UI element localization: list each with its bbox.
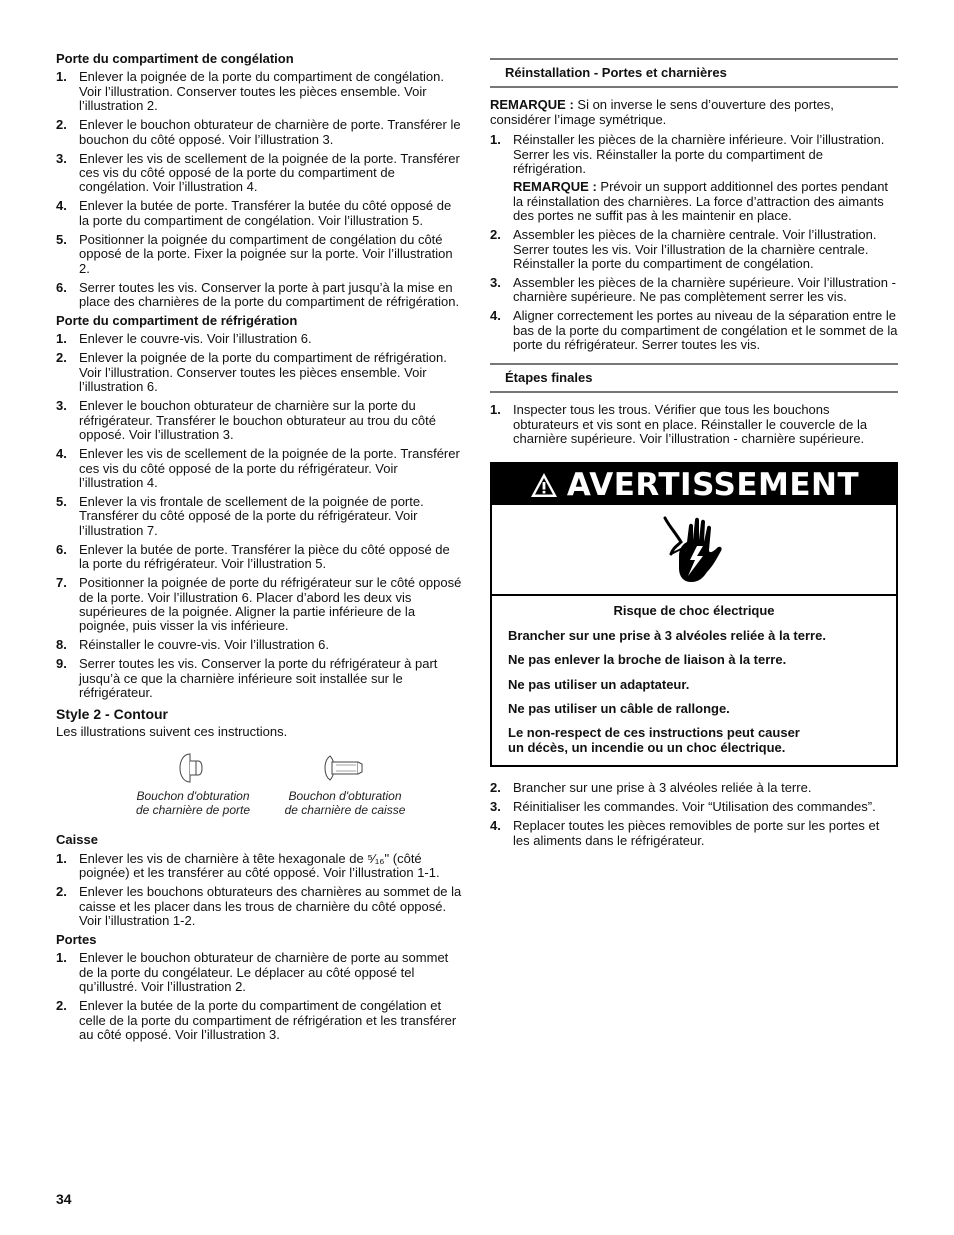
list-item: 9. Serrer toutes les vis. Conserver la porte du réfrigérateur à part jusqu’à ce que la charnière inférieure soit installée sur le réfrigérateur. (56, 656, 438, 701)
list-item: 2. Enlever la poignée de la porte du compartiment de réfrigération. Voir l’illustration. Conserver toutes les pièces ensemble. Voir l’illustration 6. (56, 350, 447, 395)
list-item: 4. Aligner correctement les portes au niveau de la séparation entre le bas de la porte du compartiment de congélation et le sommet de la porte du réfrigérateur. Serrer toutes les vis. (490, 308, 898, 353)
plug-illustrations (56, 751, 462, 817)
style2-intro: Les illustrations suivent ces instructions. (56, 723, 288, 739)
list-item: 5. Enlever la vis frontale de scellement de la poignée de porte. Transférer du côté opposé de la porte du réfrigérateur. Voir l’illustration 7. (56, 493, 424, 538)
warning-triangle-icon (529, 471, 559, 499)
list-item: 2. Enlever la butée de la porte du compartiment de congélation et celle de la porte du compartiment de réfrigération et les transférer au côté opposé. Voir l’illustration 3. (56, 998, 457, 1043)
fridge-door-steps (56, 332, 462, 700)
style2-heading: Style 2 - Contour (56, 705, 169, 722)
list-item: 6. Enlever la butée de porte. Transférer la pièce du côté opposé de la porte du réfrigérateur. Voir l’illustration 5. (56, 541, 450, 572)
cabinet-heading: Caisse (56, 832, 98, 848)
cabinet-hinge-plug-figure: Bouchon d'obturation de charnière de caisse (270, 751, 420, 817)
warning-line: Brancher sur une prise à 3 alvéoles reliée à la terre. (508, 627, 826, 643)
list-item: 3. Réinitialiser les commandes. Voir “Utilisation des commandes”. (490, 799, 876, 815)
door-hinge-plug-figure: Bouchon d'obturation de charnière de porte (118, 751, 268, 817)
warning-box (490, 462, 898, 767)
warning-hazard-heading: Risque de choc électrique (613, 603, 775, 619)
electric-shock-hand-icon (659, 512, 729, 588)
right-column (490, 58, 898, 853)
warning-line: Ne pas utiliser un adaptateur. (508, 676, 690, 692)
fridge-door-heading: Porte du compartiment de réfrigération (56, 313, 298, 329)
page-number: 34 (56, 1191, 72, 1207)
list-item: 1. Inspecter tous les trous. Vérifier que tous les bouchons obturateurs et vis sont en place. Réinstaller le couvercle de la charnière supérieure. Voir l’illustration - charnière supérieure. (490, 402, 868, 446)
final-steps-heading: Étapes finales (490, 363, 898, 393)
final-steps-a (490, 403, 898, 446)
list-item: 4. Enlever les vis de scellement de la poignée de la porte. Transférer ces vis du côté opposé de la porte du réfrigérateur. Voir l’illustration 4. (56, 446, 460, 490)
list-item: 2. Enlever le bouchon obturateur de charnière de porte. Transférer le bouchon du côté opposé. Voir l’illustration 3. (56, 117, 461, 147)
list-item: 5. Positionner la poignée du compartiment de congélation du côté opposé de la porte. Fixer la poignée sur la porte. Voir l’illustration 2. (56, 231, 453, 276)
list-item: 1. Enlever les vis de charnière à tête hexagonale de ⁵⁄₁₆" (côté poignée) et les transférer au côté opposé. Voir l’illustration 1-1. (56, 850, 440, 881)
door-support-note: REMARQUE : Prévoir un support additionnel des portes pendant la réinstallation des charnières. La force d’attraction des aimants des portes ne suffit pas à les maintenir en place. (513, 179, 889, 224)
left-column (56, 52, 462, 1047)
warning-header (492, 464, 896, 505)
list-item: 4. Replacer toutes les pièces removibles de porte sur les portes et les aliments dans le réfrigérateur. (490, 818, 880, 848)
warning-line: Ne pas enlever la broche de liaison à la terre. (508, 652, 787, 668)
cabinet-steps (56, 852, 462, 929)
list-item: 3. Assembler les pièces de la charnière supérieure. Voir l’illustration - charnière supérieure. Ne pas complètement serrer les vis. (490, 275, 896, 305)
door-hinge-plug-icon (176, 751, 210, 785)
list-item: 2. Brancher sur une prise à 3 alvéoles reliée à la terre. (490, 780, 812, 796)
list-item: 8. Réinstaller le couvre-vis. Voir l’illustration 6. (56, 637, 329, 653)
doors-heading: Portes (56, 932, 97, 947)
list-item: 1. Enlever le couvre-vis. Voir l’illustration 6. (56, 331, 312, 347)
list-item: 2. Assembler les pièces de la charnière centrale. Voir l’illustration. Serrer toutes les vis. Voir l’illustration de la charnière centrale. Réinstaller la porte du compartiment de congélation. (490, 227, 877, 272)
list-item: 3. Enlever les vis de scellement de la poignée de la porte. Transférer ces vis du côté opposé de la porte du compartiment de congélation. Voir l’illustration 4. (56, 150, 460, 195)
final-steps-b (490, 781, 898, 848)
doors-steps (56, 951, 462, 1042)
reinstall-steps (490, 133, 898, 352)
reinstall-heading: Réinstallation - Portes et charnières (490, 58, 898, 88)
list-item: 7. Positionner la poignée de porte du réfrigérateur sur le côté opposé de la porte. Voir l’illustration 6. Placer d’abord les deux vis supérieures de la poignée. Aligner la partie inférieure de la poignée, puis visser la vis inférieure. (56, 575, 462, 634)
cabinet-hinge-plug-icon (322, 751, 368, 785)
freezer-door-heading: Porte du compartiment de congélation (56, 51, 294, 66)
list-item: 4. Enlever la butée de porte. Transférer la butée du côté opposé de la porte du compartiment de congélation. Voir l’illustration 5. (56, 198, 452, 228)
warning-body (492, 596, 896, 765)
freezer-door-steps (56, 70, 462, 309)
warning-consequence: Le non-respect de ces instructions peut causer un décès, un incendie ou un choc électrique. (508, 725, 800, 755)
list-item: 6. Serrer toutes les vis. Conserver la porte à part jusqu’à la mise en place des charnières de la porte du compartiment de réfrigération. (56, 279, 460, 310)
warning-pictogram (492, 505, 896, 596)
warning-title: AVERTISSEMENT (566, 466, 860, 503)
list-item: 1. Réinstaller les pièces de la charnière inférieure. Voir l’illustration. Serrer les vis. Réinstaller la porte du compartiment de réfrigération. REMARQUE : Prévoir un support additionnel des portes pendant la réinstallation des charnières. La force d’attraction des aimants des portes ne suffit pas à les maintenir en place. (490, 133, 898, 223)
list-item: 3. Enlever le bouchon obturateur de charnière sur la porte du réfrigérateur. Transférer le bouchon obturateur au trou du côté opposé. Voir l’illustration 3. (56, 398, 436, 443)
reinstall-remark: REMARQUE : Si on inverse le sens d’ouverture des portes, considérer l’image symétrique. (490, 97, 834, 127)
warning-line: Ne pas utiliser un câble de rallonge. (508, 700, 730, 716)
list-item: 1. Enlever le bouchon obturateur de charnière de porte au sommet de la porte du congélateur. Le déplacer au côté opposé tel qu’illustré. Voir l’illustration 2. (56, 950, 449, 995)
list-item: 1. Enlever la poignée de la porte du compartiment de congélation. Voir l’illustration. Conserver toutes les pièces ensemble. Voir l’illustration 2. (56, 69, 444, 114)
list-item: 2. Enlever les bouchons obturateurs des charnières au sommet de la caisse et les placer dans les trous de charnière du côté opposé. Voir l’illustration 1-2. (56, 884, 462, 928)
